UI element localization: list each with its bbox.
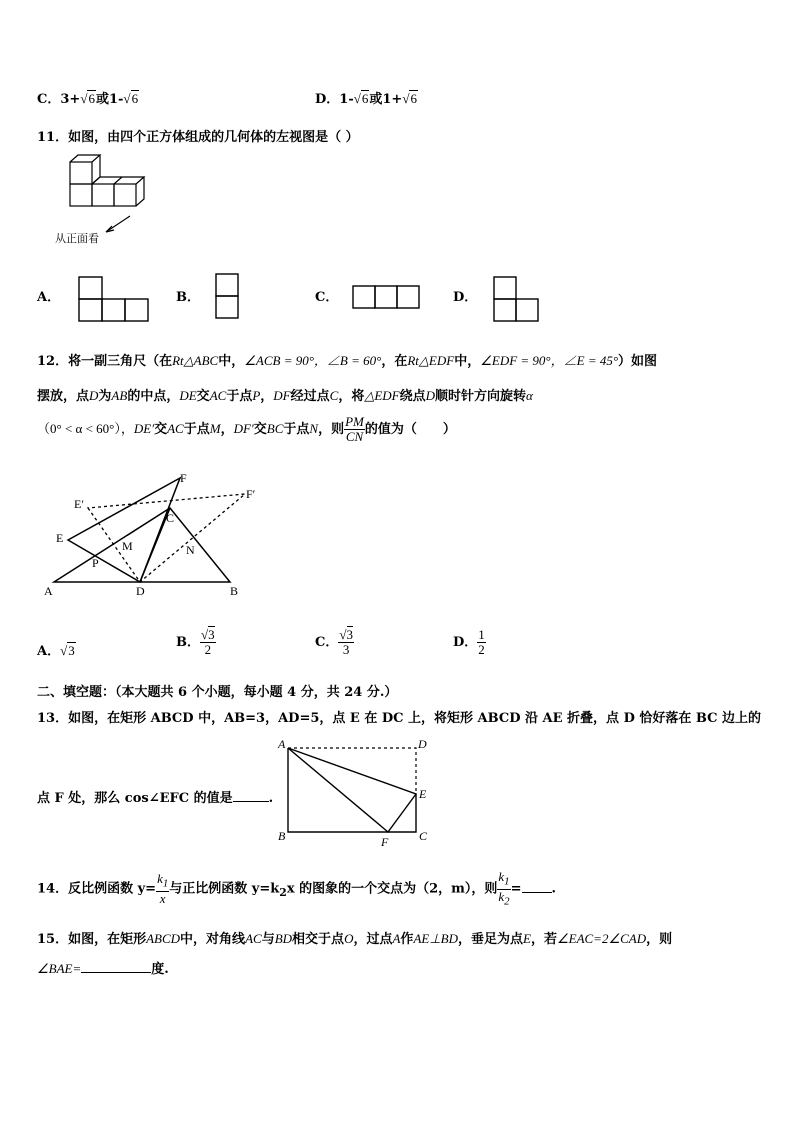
q10-or: 或 <box>95 92 109 107</box>
q12-label-D: D <box>136 584 145 598</box>
q13-label-D: D <box>418 737 427 751</box>
q13-label-F: F <box>381 835 389 849</box>
q11-option-d-figure <box>493 276 543 326</box>
section-2-heading: 二、填空题：（本大题共 6 个小题，每小题 4 分，共 24 分.） <box>37 685 398 700</box>
q15-answer-blank[interactable] <box>81 972 151 973</box>
q12-fraction: $\frac{PM}{CN}$ <box>345 414 364 444</box>
sqrt-6: √6 <box>80 91 95 106</box>
q11-option-b-figure <box>215 273 241 321</box>
q11-view-caption: 从正面看 <box>55 233 99 245</box>
sqrt-6: √6 <box>353 91 369 106</box>
q14-line: 14．反比例函数 y= $\frac{k_1}{x}$ 与正比例函数 $y=k_2x$ 的图象的一个交点为（2，m），则 $\frac{k_1}{k_2}$ = . <box>37 869 557 908</box>
q11-option-a-figure <box>78 276 150 326</box>
q12-label-Ep: E′ <box>74 497 84 511</box>
q10-or: 或 <box>369 92 383 107</box>
q12-label-A: A <box>44 584 53 598</box>
q10-option-c-a: 3+ <box>60 92 81 107</box>
q12-label-N: N <box>186 543 195 557</box>
sqrt-3: √3 <box>60 643 75 658</box>
q11-option-a-label: A． <box>37 290 61 305</box>
q11-option-b-label: B． <box>176 290 200 305</box>
q10-option-d-b: 1+ <box>382 92 403 107</box>
q13-answer-blank[interactable] <box>233 801 269 802</box>
q10-option-c-label: C． <box>37 92 61 107</box>
q12-label-P: P <box>92 556 99 570</box>
q12-label-Fp: F′ <box>246 487 256 501</box>
q13-label-B: B <box>278 829 286 843</box>
q12-option-c: C． $\frac{√3}{3}$ <box>315 627 353 657</box>
q14-answer-blank[interactable] <box>522 892 552 893</box>
q12-label-C: C <box>166 511 175 525</box>
q10-option-c <box>37 88 139 107</box>
q12-line3: （0° < α < 60°），DE′交AC于点M，DF′交BC于点N，则 $\frac{PM}{CN}$ 的值为（ ） <box>37 414 456 444</box>
q10-option-c-b: 1- <box>108 92 124 107</box>
q12-line1: 12．将一副三角尺（在Rt△ABC中，∠ACB = 90°，∠B = 60°，在Rt△EDF中，∠EDF = 90°，∠E = 45°）如图 <box>37 353 658 369</box>
q12-label-E: E <box>56 531 64 545</box>
q10-option-d <box>315 88 418 107</box>
q13-label-A: A <box>278 737 286 751</box>
q12-line2: 摆放，点D为AB的中点，DE交AC于点P，DF经过点C，将△EDF绕点D顺时针方向旋转α <box>37 388 533 404</box>
q13-line2: 点 F 处，那么 cos∠EFC 的值是 . <box>37 791 274 806</box>
q15-line1: 15．如图，在矩形ABCD中，对角线AC与BD相交于点O，过点A作AE⊥BD，垂足为点E，若∠EAC=2∠CAD，则 <box>37 931 673 947</box>
q13-label-C: C <box>419 829 428 843</box>
q11-stem: 11．如图，由四个正方体组成的几何体的左视图是（ ） <box>37 130 359 145</box>
sqrt-6: √6 <box>402 91 417 106</box>
q11-option-d-label: D． <box>453 290 478 305</box>
q11-option-c-figure <box>352 285 422 311</box>
q10-option-d-label: D． <box>315 92 340 107</box>
q13-label-E: E <box>419 787 427 801</box>
q10-option-d-a: 1- <box>339 92 354 107</box>
q13-line1: 13．如图，在矩形 ABCD 中，AB=3，AD=5，点 E 在 DC 上，将矩形 ABCD 沿 AE 折叠，点 D 恰好落在 BC 边上的 <box>37 711 762 726</box>
q11-option-c-label: C． <box>315 290 339 305</box>
q12-triangle-figure <box>40 470 270 600</box>
q13-rectangle-figure <box>278 736 428 848</box>
q15-line2: ∠BAE= 度. <box>37 961 169 977</box>
q12-option-a: A．√3 <box>37 643 75 659</box>
q12-label-M: M <box>122 539 133 553</box>
q12-label-F: F <box>180 471 187 485</box>
sqrt-6: √6 <box>123 91 139 106</box>
q12-option-d: D． $\frac{1}{2}$ <box>453 627 485 657</box>
q12-label-B: B <box>230 584 239 598</box>
q12-option-b: B． $\frac{√3}{2}$ <box>176 627 215 657</box>
